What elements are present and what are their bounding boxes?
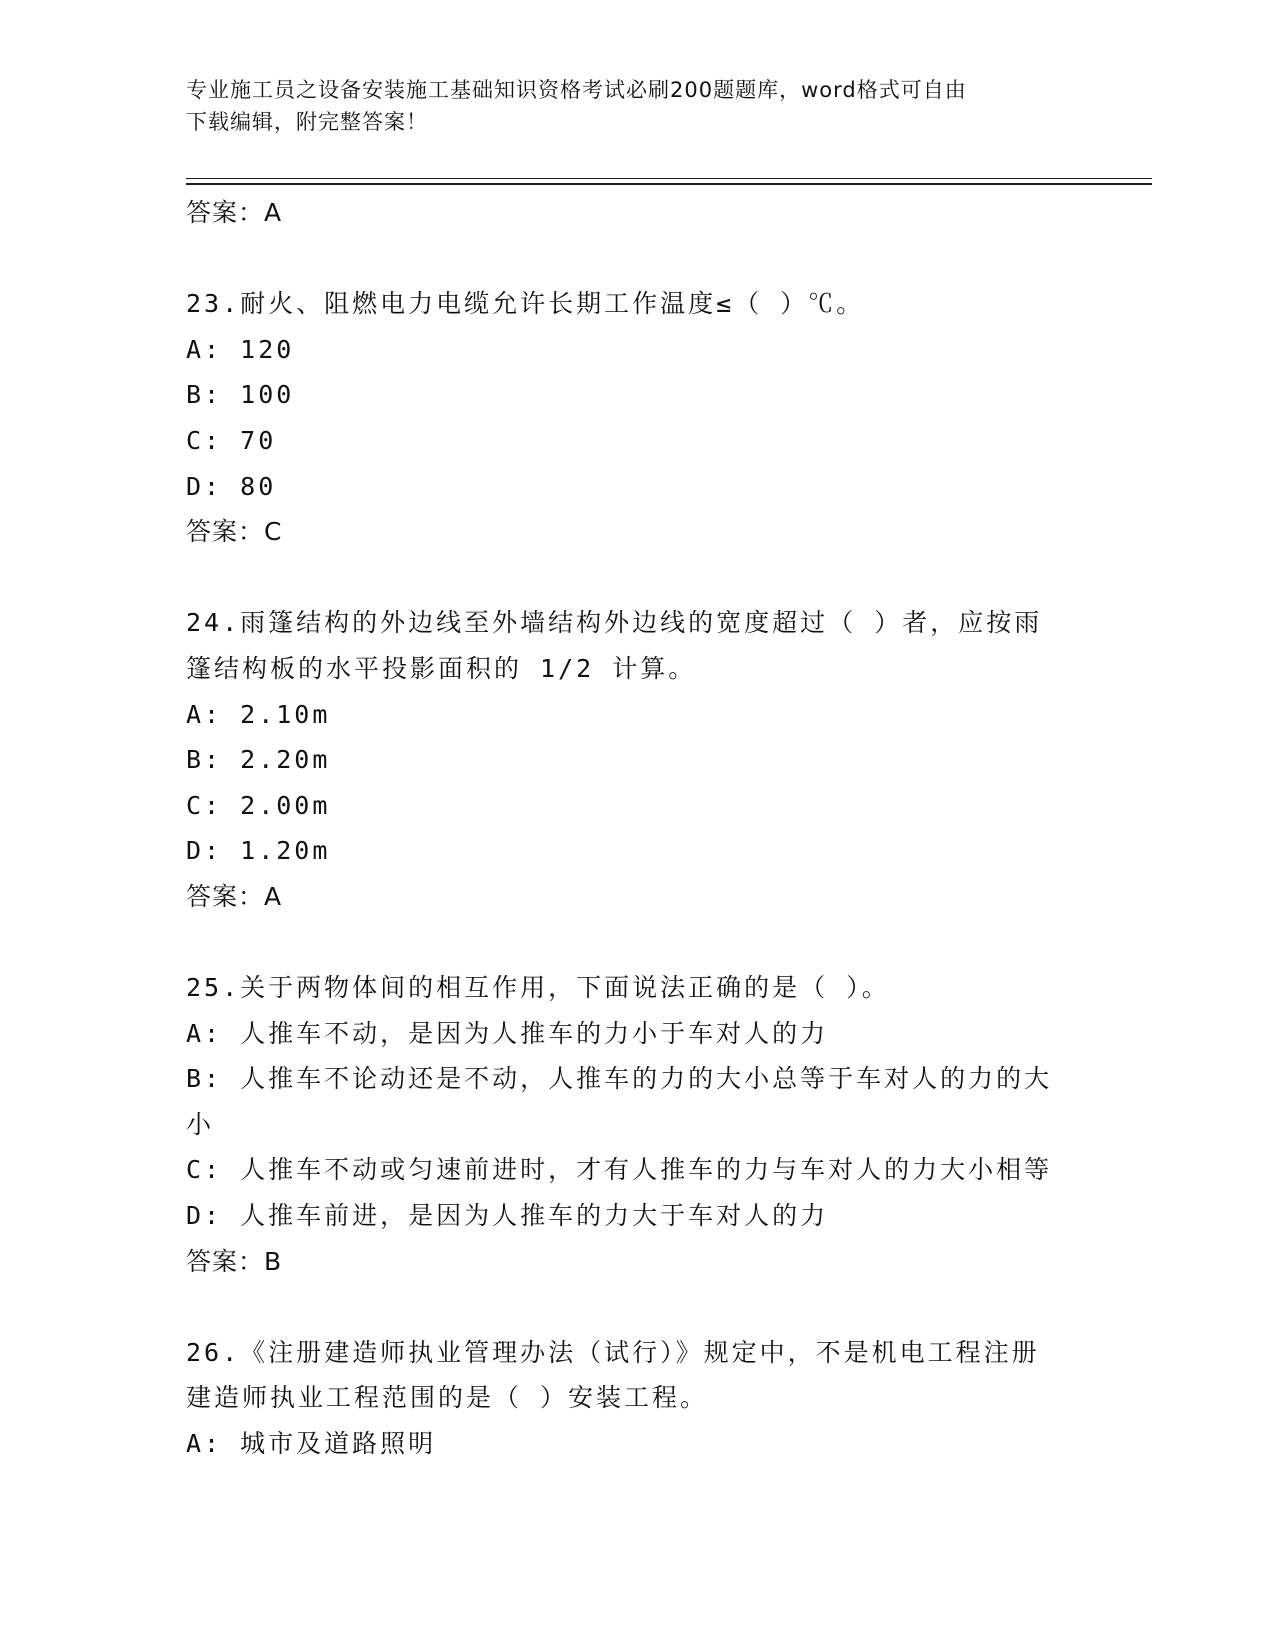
- answer-22: 答案：A: [186, 198, 283, 227]
- document-header: [186, 74, 1086, 138]
- question-26: [186, 1330, 1086, 1467]
- question-24-stem-line-2: 篷结构板的水平投影面积的 1/2 计算。: [186, 653, 697, 683]
- question-25-option-b-line-1: B: 人推车不论动还是不动，人推车的力的大小总等于车对人的力的大: [186, 1064, 1053, 1094]
- question-23: [186, 281, 1086, 555]
- question-25-option-b-line-2: 小: [186, 1109, 215, 1139]
- question-24-option-b: B: 2.20m: [186, 745, 331, 775]
- question-23-option-b: B: 100: [186, 380, 295, 410]
- question-25: [186, 965, 1086, 1284]
- header-line-2: 下载编辑，附完整答案！: [186, 110, 428, 134]
- question-25-option-d: D: 人推车前进，是因为人推车的力大于车对人的力: [186, 1201, 829, 1231]
- question-24-option-d: D: 1.20m: [186, 836, 331, 866]
- question-25-answer: 答案：B: [186, 1246, 283, 1276]
- question-list: [186, 190, 1086, 1467]
- question-25-stem: 25.关于两物体间的相互作用，下面说法正确的是（ ）。: [186, 973, 890, 1003]
- question-24-option-a: A: 2.10m: [186, 699, 331, 729]
- question-23-answer: 答案：C: [186, 517, 283, 547]
- question-24-answer: 答案：A: [186, 881, 283, 911]
- question-23-option-a: A: 120: [186, 334, 295, 364]
- header-divider-thick: [186, 183, 1152, 185]
- question-26-option-a: A: 城市及道路照明: [186, 1429, 437, 1459]
- question-24-option-c: C: 2.00m: [186, 790, 331, 820]
- question-25-option-c: C: 人推车不动或匀速前进时，才有人推车的力与车对人的力大小相等: [186, 1155, 1053, 1185]
- question-26-stem-line-1: 26.《注册建造师执业管理办法（试行）》规定中，不是机电工程注册: [186, 1337, 1040, 1367]
- question-24: [186, 600, 1086, 919]
- question-24-stem-line-1: 24.雨篷结构的外边线至外墙结构外边线的宽度超过（ ）者，应按雨: [186, 608, 1043, 638]
- question-23-option-c: C: 70: [186, 425, 277, 455]
- header-divider-thin: [186, 178, 1152, 179]
- header-line-1: 专业施工员之设备安装施工基础知识资格考试必刷200题题库，word格式可自由: [186, 78, 967, 102]
- question-23-option-d: D: 80: [186, 471, 277, 501]
- question-26-stem-line-2: 建造师执业工程范围的是（ ）安装工程。: [186, 1383, 709, 1413]
- question-25-option-a: A: 人推车不动，是因为人推车的力小于车对人的力: [186, 1018, 829, 1048]
- question-23-stem: 23.耐火、阻燃电力电缆允许长期工作温度≤（ ）℃。: [186, 289, 865, 319]
